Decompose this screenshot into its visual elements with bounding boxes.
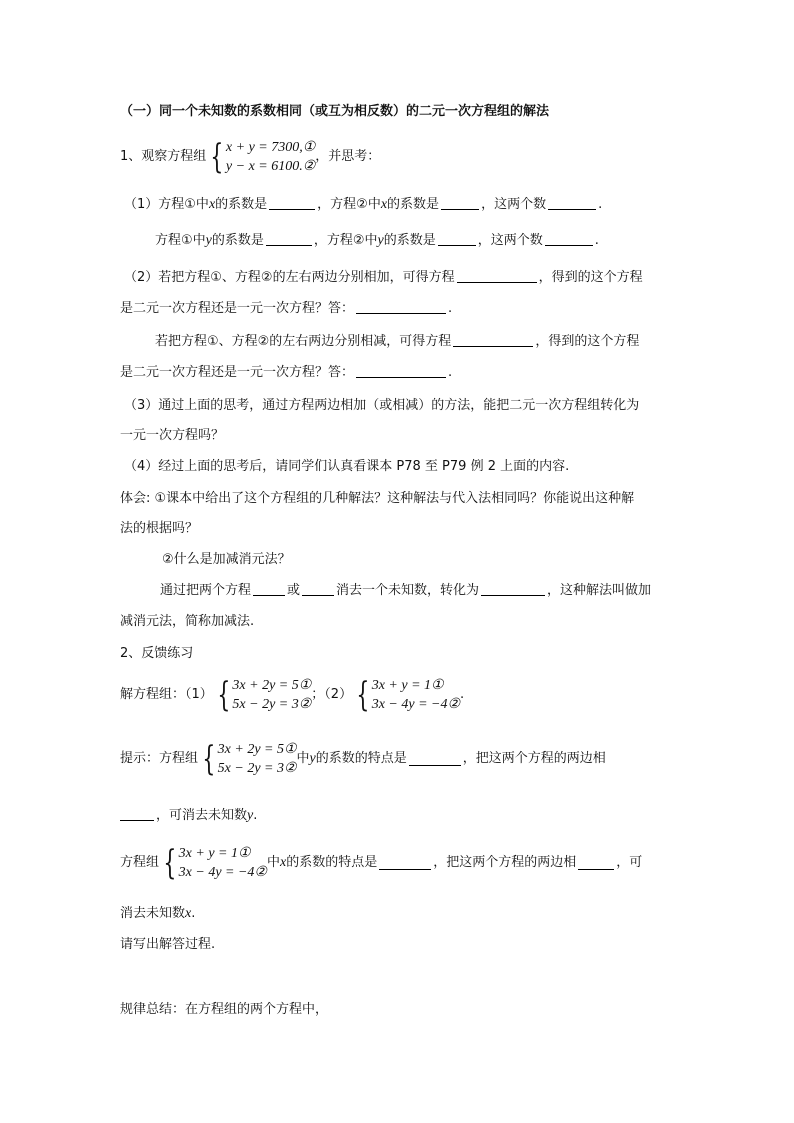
text: .: [460, 687, 465, 702]
equation: 5x − 2y = 3②: [217, 761, 297, 776]
question-1-part-1b: [155, 231, 599, 251]
answer-blank[interactable]: [578, 856, 614, 870]
text: 的系数是: [383, 233, 436, 248]
text: 的系数是: [211, 233, 264, 248]
variable: y: [309, 751, 316, 766]
answer-blank[interactable]: [453, 333, 533, 347]
question-1-part-2-line-1: [124, 268, 643, 288]
text: 方程①中: [155, 233, 206, 248]
text: 若把方程①、方程②的左右两边分别相减，可得方程: [155, 334, 452, 349]
hint-2-line-2: [120, 904, 195, 924]
text: ，把这两个方程的两边相: [433, 855, 577, 870]
question-1-prefix: 1、观察方程组: [120, 149, 207, 164]
text: 消去未知数: [120, 906, 186, 921]
reflection-line-4: [160, 581, 651, 601]
answer-blank[interactable]: [545, 232, 593, 246]
equation: 3x + y = 1①: [178, 846, 251, 861]
text: ，这两个数: [481, 197, 547, 212]
text: 消去一个未知数，转化为: [336, 583, 480, 598]
brace-icon: {: [202, 739, 216, 779]
variable: y: [205, 233, 212, 248]
text: 通过把两个方程: [160, 583, 252, 598]
text: （1）方程①中: [124, 197, 209, 212]
equation: x + y = 7300,①: [225, 140, 316, 155]
text: 提示：方程组: [120, 751, 199, 766]
text: ，得到的这个方程: [538, 270, 643, 285]
text: ，这种解法叫做加: [547, 583, 652, 598]
question-1-part-2b-line-1: [155, 332, 639, 352]
reflection-line-5: 减消元法，简称加减法.: [120, 614, 255, 629]
answer-blank[interactable]: [441, 196, 479, 210]
text: ，可: [616, 855, 643, 870]
question-1-part-2-line-2: [120, 299, 452, 319]
brace-icon: {: [163, 843, 177, 883]
equation-system-1: [206, 138, 315, 176]
question-1-part-2b-line-2: [120, 363, 452, 383]
equation: 3x − 4y = −4②: [178, 865, 267, 880]
text: ；（2）: [311, 687, 353, 702]
text: ，把这两个方程的两边相: [462, 751, 606, 766]
hint-1-line-2: [120, 806, 257, 826]
question-1-part-3-line-1: （3）通过上面的思考，通过方程两边相加（或相减）的方法，能把二元一次方程组转化为: [124, 398, 640, 413]
equation: 5x − 2y = 3②: [232, 697, 312, 712]
text: ，得到的这个方程: [535, 334, 640, 349]
variable: x: [185, 906, 192, 921]
equation-system-3: [352, 676, 460, 714]
text: ，方程②中: [313, 233, 378, 248]
text: .: [594, 233, 599, 248]
text: 的系数的特点是: [315, 751, 407, 766]
answer-blank[interactable]: [253, 582, 285, 596]
variable: x: [380, 197, 388, 212]
rule-summary: 规律总结：在方程组的两个方程中，: [120, 1002, 329, 1017]
question-1-part-3-line-2: 一元一次方程吗？: [120, 428, 225, 443]
text: （2）若把方程①、方程②的左右两边分别相加，可得方程: [124, 270, 455, 285]
section-title: （一）同一个未知数的系数相同（或互为相反数）的二元一次方程组的解法: [120, 104, 550, 119]
text: 或: [287, 583, 301, 598]
answer-blank[interactable]: [302, 582, 334, 596]
question-1-suffix: ，并思考：: [315, 149, 381, 164]
question-2-heading: 2、反馈练习: [120, 646, 194, 661]
equation-system-5: [159, 844, 267, 882]
answer-blank[interactable]: [120, 807, 154, 821]
question-1-part-4: （4）经过上面的思考后，请同学们认真看课本 P78 至 P79 例 2 上面的内容.: [124, 459, 570, 474]
answer-blank[interactable]: [409, 752, 461, 766]
question-1-part-1: [124, 195, 602, 215]
answer-blank[interactable]: [481, 582, 545, 596]
equation: 3x − 4y = −4②: [371, 697, 461, 712]
reflection-line-2: 法的根据吗？: [120, 521, 199, 536]
brace-icon: {: [356, 675, 370, 715]
text: .: [448, 301, 453, 316]
equation: 3x + 2y = 5①: [232, 678, 312, 693]
equation: 3x + y = 1①: [371, 678, 444, 693]
text: .: [253, 808, 258, 823]
instruction-write-solution: 请写出解答过程.: [120, 937, 216, 952]
text: 解方程组：（1）: [120, 687, 213, 702]
hint-2-line-1: [120, 844, 642, 882]
answer-blank[interactable]: [379, 856, 431, 870]
text: .: [448, 365, 453, 380]
text: ，这两个数: [477, 233, 543, 248]
text: 中: [296, 751, 310, 766]
text: 方程组: [120, 855, 160, 870]
variable: y: [247, 808, 254, 823]
answer-blank[interactable]: [269, 196, 315, 210]
text: ，可消去未知数: [156, 808, 248, 823]
text: .: [598, 197, 603, 212]
answer-blank[interactable]: [438, 232, 476, 246]
answer-blank[interactable]: [457, 269, 537, 283]
reflection-line-3: ②什么是加减消元法？: [162, 552, 291, 567]
text: 是二元一次方程还是一元一次方程？答：: [120, 301, 355, 316]
variable: x: [208, 197, 216, 212]
equation: 3x + 2y = 5①: [217, 742, 297, 757]
equation-system-4: [198, 740, 297, 778]
text: 的系数的特点是: [286, 855, 378, 870]
text: 的系数是: [387, 197, 440, 212]
text: 中: [266, 855, 280, 870]
text: ，方程②中: [317, 197, 381, 212]
question-2-systems: [120, 676, 464, 714]
answer-blank[interactable]: [266, 232, 312, 246]
variable: y: [377, 233, 384, 248]
answer-blank[interactable]: [548, 196, 596, 210]
equation-system-2: [213, 676, 312, 714]
brace-icon: {: [217, 675, 231, 715]
question-1: [120, 138, 380, 176]
answer-blank[interactable]: [356, 364, 446, 378]
text: 是二元一次方程还是一元一次方程？答：: [120, 365, 355, 380]
text: 的系数是: [215, 197, 268, 212]
answer-blank[interactable]: [356, 300, 446, 314]
equation: y − x = 6100.②: [225, 159, 316, 174]
reflection-line-1: 体会: ①课本中给出了这个方程组的几种解法？这种解法与代入法相同吗？你能说出这种解: [120, 491, 635, 506]
brace-icon: {: [210, 137, 224, 177]
text: .: [191, 906, 196, 921]
variable: x: [280, 855, 287, 870]
hint-1-line-1: [120, 740, 606, 778]
